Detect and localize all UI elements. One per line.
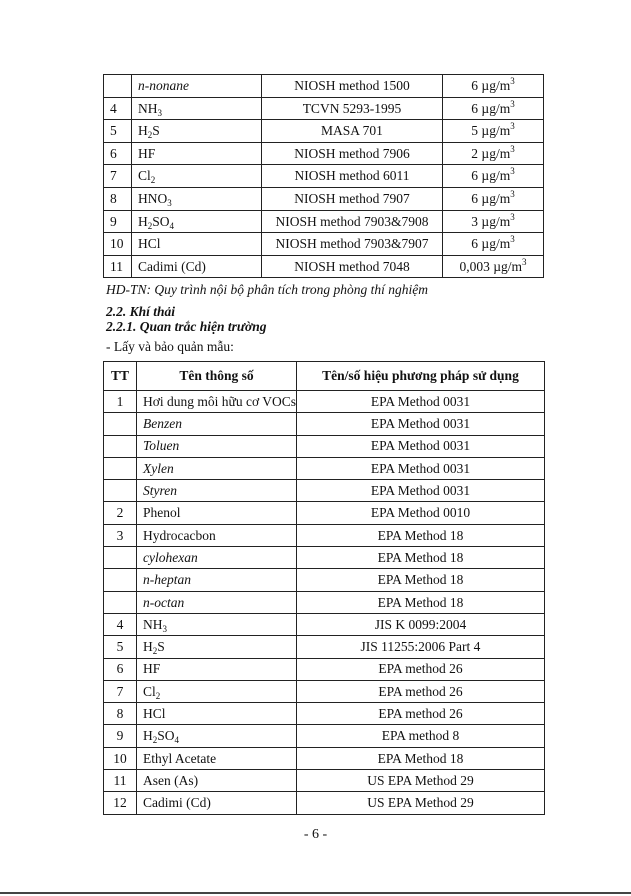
- method-cell: JIS K 0099:2004: [297, 613, 545, 635]
- section-heading: 2.2. Khí thải: [106, 304, 176, 319]
- parameter-cell: [137, 547, 297, 569]
- table-row: [104, 680, 545, 702]
- table-row: [104, 569, 545, 591]
- table-row: [104, 120, 544, 143]
- parameter-cell: [137, 703, 297, 725]
- parameter-part: Ethyl Acetate: [143, 750, 217, 766]
- method-cell: EPA Method 18: [297, 747, 545, 769]
- limit-value: 6 µg/m: [471, 236, 511, 252]
- table-note: HD-TN: Quy trình nội bộ phân tích trong phòng thí nghiệm: [106, 282, 428, 297]
- table-row: [104, 524, 545, 546]
- method-cell: NIOSH method 7903&7908: [262, 210, 443, 233]
- limit-value: 6 µg/m: [471, 191, 511, 207]
- limit-unit-exponent: 3: [510, 211, 515, 222]
- method-cell: EPA method 26: [297, 658, 545, 680]
- limit-value: 0,003 µg/m: [459, 258, 523, 274]
- method-cell: NIOSH method 6011: [262, 165, 443, 188]
- limit-value: 5 µg/m: [471, 123, 511, 139]
- table-row: [104, 142, 544, 165]
- formula-part: 2: [150, 175, 156, 186]
- limit-value: 6 µg/m: [471, 100, 511, 116]
- formula-part: S: [152, 123, 160, 139]
- parameter-cell: [137, 569, 297, 591]
- method-cell: MASA 701: [262, 120, 443, 143]
- row-number: 9: [104, 725, 137, 747]
- row-number: 9: [104, 210, 132, 233]
- method-cell: NIOSH method 1500: [262, 75, 443, 98]
- row-number: [104, 569, 137, 591]
- parameter-part: Asen (As): [143, 772, 199, 788]
- row-number: 7: [104, 680, 137, 702]
- parameter-part: Hơi dung môi hữu cơ VOCs: [143, 393, 296, 409]
- method-cell: EPA method 8: [297, 725, 545, 747]
- parameter-part: Styren: [143, 483, 177, 499]
- limit-cell: [443, 75, 544, 98]
- table-row: [104, 770, 545, 792]
- row-number: 4: [104, 613, 137, 635]
- method-cell: US EPA Method 29: [297, 770, 545, 792]
- parameter-part: 4: [174, 735, 180, 746]
- parameter-part: S: [157, 639, 165, 655]
- parameter-part: n-heptan: [143, 572, 191, 588]
- page-number: - 6 -: [303, 827, 328, 842]
- header-tt: TT: [104, 362, 137, 391]
- limit-unit-exponent: 3: [510, 98, 515, 109]
- limit-unit-exponent: 3: [510, 166, 515, 177]
- table-header-row: [104, 362, 545, 391]
- parameter-part: Xylen: [143, 460, 174, 476]
- row-number: 11: [104, 255, 132, 278]
- method-cell: EPA Method 18: [297, 591, 545, 613]
- parameter-name: Cl: [138, 168, 151, 184]
- parameter-cell: [137, 435, 297, 457]
- parameter-cell: [137, 413, 297, 435]
- table-row: [104, 210, 544, 233]
- method-cell: NIOSH method 7048: [262, 255, 443, 278]
- parameter-part: SO: [157, 728, 175, 744]
- table-row: [104, 613, 545, 635]
- limit-unit-exponent: 3: [510, 189, 515, 200]
- row-number: 6: [104, 658, 137, 680]
- parameter-cell: [132, 75, 262, 98]
- method-cell: EPA Method 18: [297, 524, 545, 546]
- parameter-part: 2: [152, 735, 158, 746]
- row-number: [104, 457, 137, 479]
- method-cell: JIS 11255:2006 Part 4: [297, 636, 545, 658]
- parameter-cell: [137, 502, 297, 524]
- parameter-cell: [132, 97, 262, 120]
- row-number: 10: [104, 747, 137, 769]
- limit-unit-exponent: 3: [510, 121, 515, 132]
- parameter-cell: [132, 233, 262, 256]
- row-number: 12: [104, 792, 137, 814]
- row-number: 8: [104, 703, 137, 725]
- limit-value: 6 µg/m: [471, 168, 511, 184]
- limit-unit-exponent: 3: [510, 76, 515, 87]
- table-row: [104, 591, 545, 613]
- parameter-cell: [132, 210, 262, 233]
- limit-value: 2 µg/m: [471, 145, 511, 161]
- parameter-name: HNO: [138, 191, 168, 207]
- limit-cell: [443, 233, 544, 256]
- parameter-cell: [132, 187, 262, 210]
- parameter-part: Hydrocacbon: [143, 527, 216, 543]
- parameter-cell: [132, 255, 262, 278]
- parameter-part: Phenol: [143, 505, 181, 521]
- table-row: [104, 480, 545, 502]
- parameter-part: cylohexan: [143, 549, 198, 565]
- method-cell: EPA Method 18: [297, 569, 545, 591]
- table-row: [104, 547, 545, 569]
- row-number: 4: [104, 97, 132, 120]
- limit-unit-exponent: 3: [510, 143, 515, 154]
- sampling-method-table: [103, 361, 545, 815]
- header-param: Tên thông số: [137, 362, 297, 391]
- parameter-cell: [137, 770, 297, 792]
- table-row: [104, 391, 545, 413]
- table-row: [104, 747, 545, 769]
- parameter-cell: [137, 636, 297, 658]
- limit-cell: [443, 120, 544, 143]
- row-number: 8: [104, 187, 132, 210]
- parameter-part: 2: [152, 646, 158, 657]
- table-row: [104, 435, 545, 457]
- parameter-cell: [137, 457, 297, 479]
- formula-part: 2: [147, 220, 153, 231]
- method-cell: EPA Method 0031: [297, 435, 545, 457]
- method-cell: NIOSH method 7903&7907: [262, 233, 443, 256]
- table-row: [104, 457, 545, 479]
- parameter-part: n-octan: [143, 594, 185, 610]
- parameter-part: Cl: [143, 683, 156, 699]
- parameter-part: NH: [143, 616, 163, 632]
- row-number: [104, 435, 137, 457]
- parameter-part: H: [143, 639, 153, 655]
- method-cell: EPA method 26: [297, 680, 545, 702]
- header-method: Tên/số hiệu phương pháp sử dụng: [297, 362, 545, 391]
- method-cell: US EPA Method 29: [297, 792, 545, 814]
- page-bottom-rule: [0, 892, 631, 894]
- parameter-name: n-nonane: [138, 78, 189, 94]
- row-number: 10: [104, 233, 132, 256]
- method-cell: EPA Method 0031: [297, 457, 545, 479]
- limit-cell: [443, 187, 544, 210]
- table-row: [104, 187, 544, 210]
- parameter-cell: [137, 680, 297, 702]
- parameter-cell: [137, 480, 297, 502]
- formula-part: SO: [152, 213, 170, 229]
- bullet-text: - Lấy và bảo quản mẫu:: [106, 339, 234, 354]
- table-row: [104, 636, 545, 658]
- parameter-name: H: [138, 213, 148, 229]
- parameter-cell: [132, 165, 262, 188]
- limit-value: 3 µg/m: [471, 213, 511, 229]
- formula-part: 4: [169, 220, 175, 231]
- row-number: [104, 75, 132, 98]
- parameter-part: H: [143, 728, 153, 744]
- parameter-cell: [132, 142, 262, 165]
- parameter-part: 2: [155, 690, 161, 701]
- table-row: [104, 502, 545, 524]
- parameter-cell: [137, 747, 297, 769]
- row-number: [104, 413, 137, 435]
- parameter-part: 3: [162, 623, 167, 634]
- parameter-name: Cadimi (Cd): [138, 258, 206, 274]
- parameter-name: NH: [138, 100, 158, 116]
- method-cell: EPA Method 0031: [297, 413, 545, 435]
- table-row: [104, 97, 544, 120]
- table-row: [104, 165, 544, 188]
- table-row: [104, 792, 545, 814]
- method-cell: EPA method 26: [297, 703, 545, 725]
- parameter-cell: [137, 591, 297, 613]
- table-row: [104, 703, 545, 725]
- method-cell: TCVN 5293-1995: [262, 97, 443, 120]
- limit-unit-exponent: 3: [522, 256, 527, 267]
- limit-cell: [443, 210, 544, 233]
- parameter-part: Benzen: [143, 416, 182, 432]
- formula-part: 2: [147, 130, 153, 141]
- row-number: [104, 547, 137, 569]
- table-row: [104, 413, 545, 435]
- parameter-part: Toluen: [143, 438, 180, 454]
- row-number: 11: [104, 770, 137, 792]
- row-number: 3: [104, 524, 137, 546]
- parameter-cell: [137, 792, 297, 814]
- parameter-cell: [132, 120, 262, 143]
- method-cell: EPA Method 0031: [297, 480, 545, 502]
- parameter-cell: [137, 725, 297, 747]
- method-cell: EPA Method 0010: [297, 502, 545, 524]
- limit-unit-exponent: 3: [510, 234, 515, 245]
- limit-cell: [443, 255, 544, 278]
- method-cell: EPA Method 0031: [297, 391, 545, 413]
- subsection-heading: 2.2.1. Quan trắc hiện trường: [106, 319, 267, 334]
- table-row: [104, 233, 544, 256]
- row-number: 6: [104, 142, 132, 165]
- limit-cell: [443, 142, 544, 165]
- row-number: 1: [104, 391, 137, 413]
- parameter-part: HCl: [143, 706, 166, 722]
- parameter-cell: [137, 524, 297, 546]
- limit-cell: [443, 165, 544, 188]
- detection-limit-table: [103, 74, 544, 278]
- formula-part: 3: [157, 107, 162, 118]
- parameter-cell: [137, 613, 297, 635]
- limit-cell: [443, 97, 544, 120]
- parameter-cell: [137, 658, 297, 680]
- method-cell: EPA Method 18: [297, 547, 545, 569]
- table-row: [104, 725, 545, 747]
- row-number: 7: [104, 165, 132, 188]
- row-number: 2: [104, 502, 137, 524]
- parameter-name: H: [138, 123, 148, 139]
- table-row: [104, 255, 544, 278]
- parameter-part: Cadimi (Cd): [143, 795, 211, 811]
- formula-part: 3: [167, 198, 172, 209]
- row-number: [104, 591, 137, 613]
- method-cell: NIOSH method 7906: [262, 142, 443, 165]
- table-row: [104, 75, 544, 98]
- table-row: [104, 658, 545, 680]
- parameter-name: HCl: [138, 236, 161, 252]
- row-number: 5: [104, 636, 137, 658]
- parameter-part: HF: [143, 661, 161, 677]
- row-number: 5: [104, 120, 132, 143]
- limit-value: 6 µg/m: [471, 78, 511, 94]
- method-cell: NIOSH method 7907: [262, 187, 443, 210]
- parameter-cell: [137, 391, 297, 413]
- parameter-name: HF: [138, 145, 156, 161]
- row-number: [104, 480, 137, 502]
